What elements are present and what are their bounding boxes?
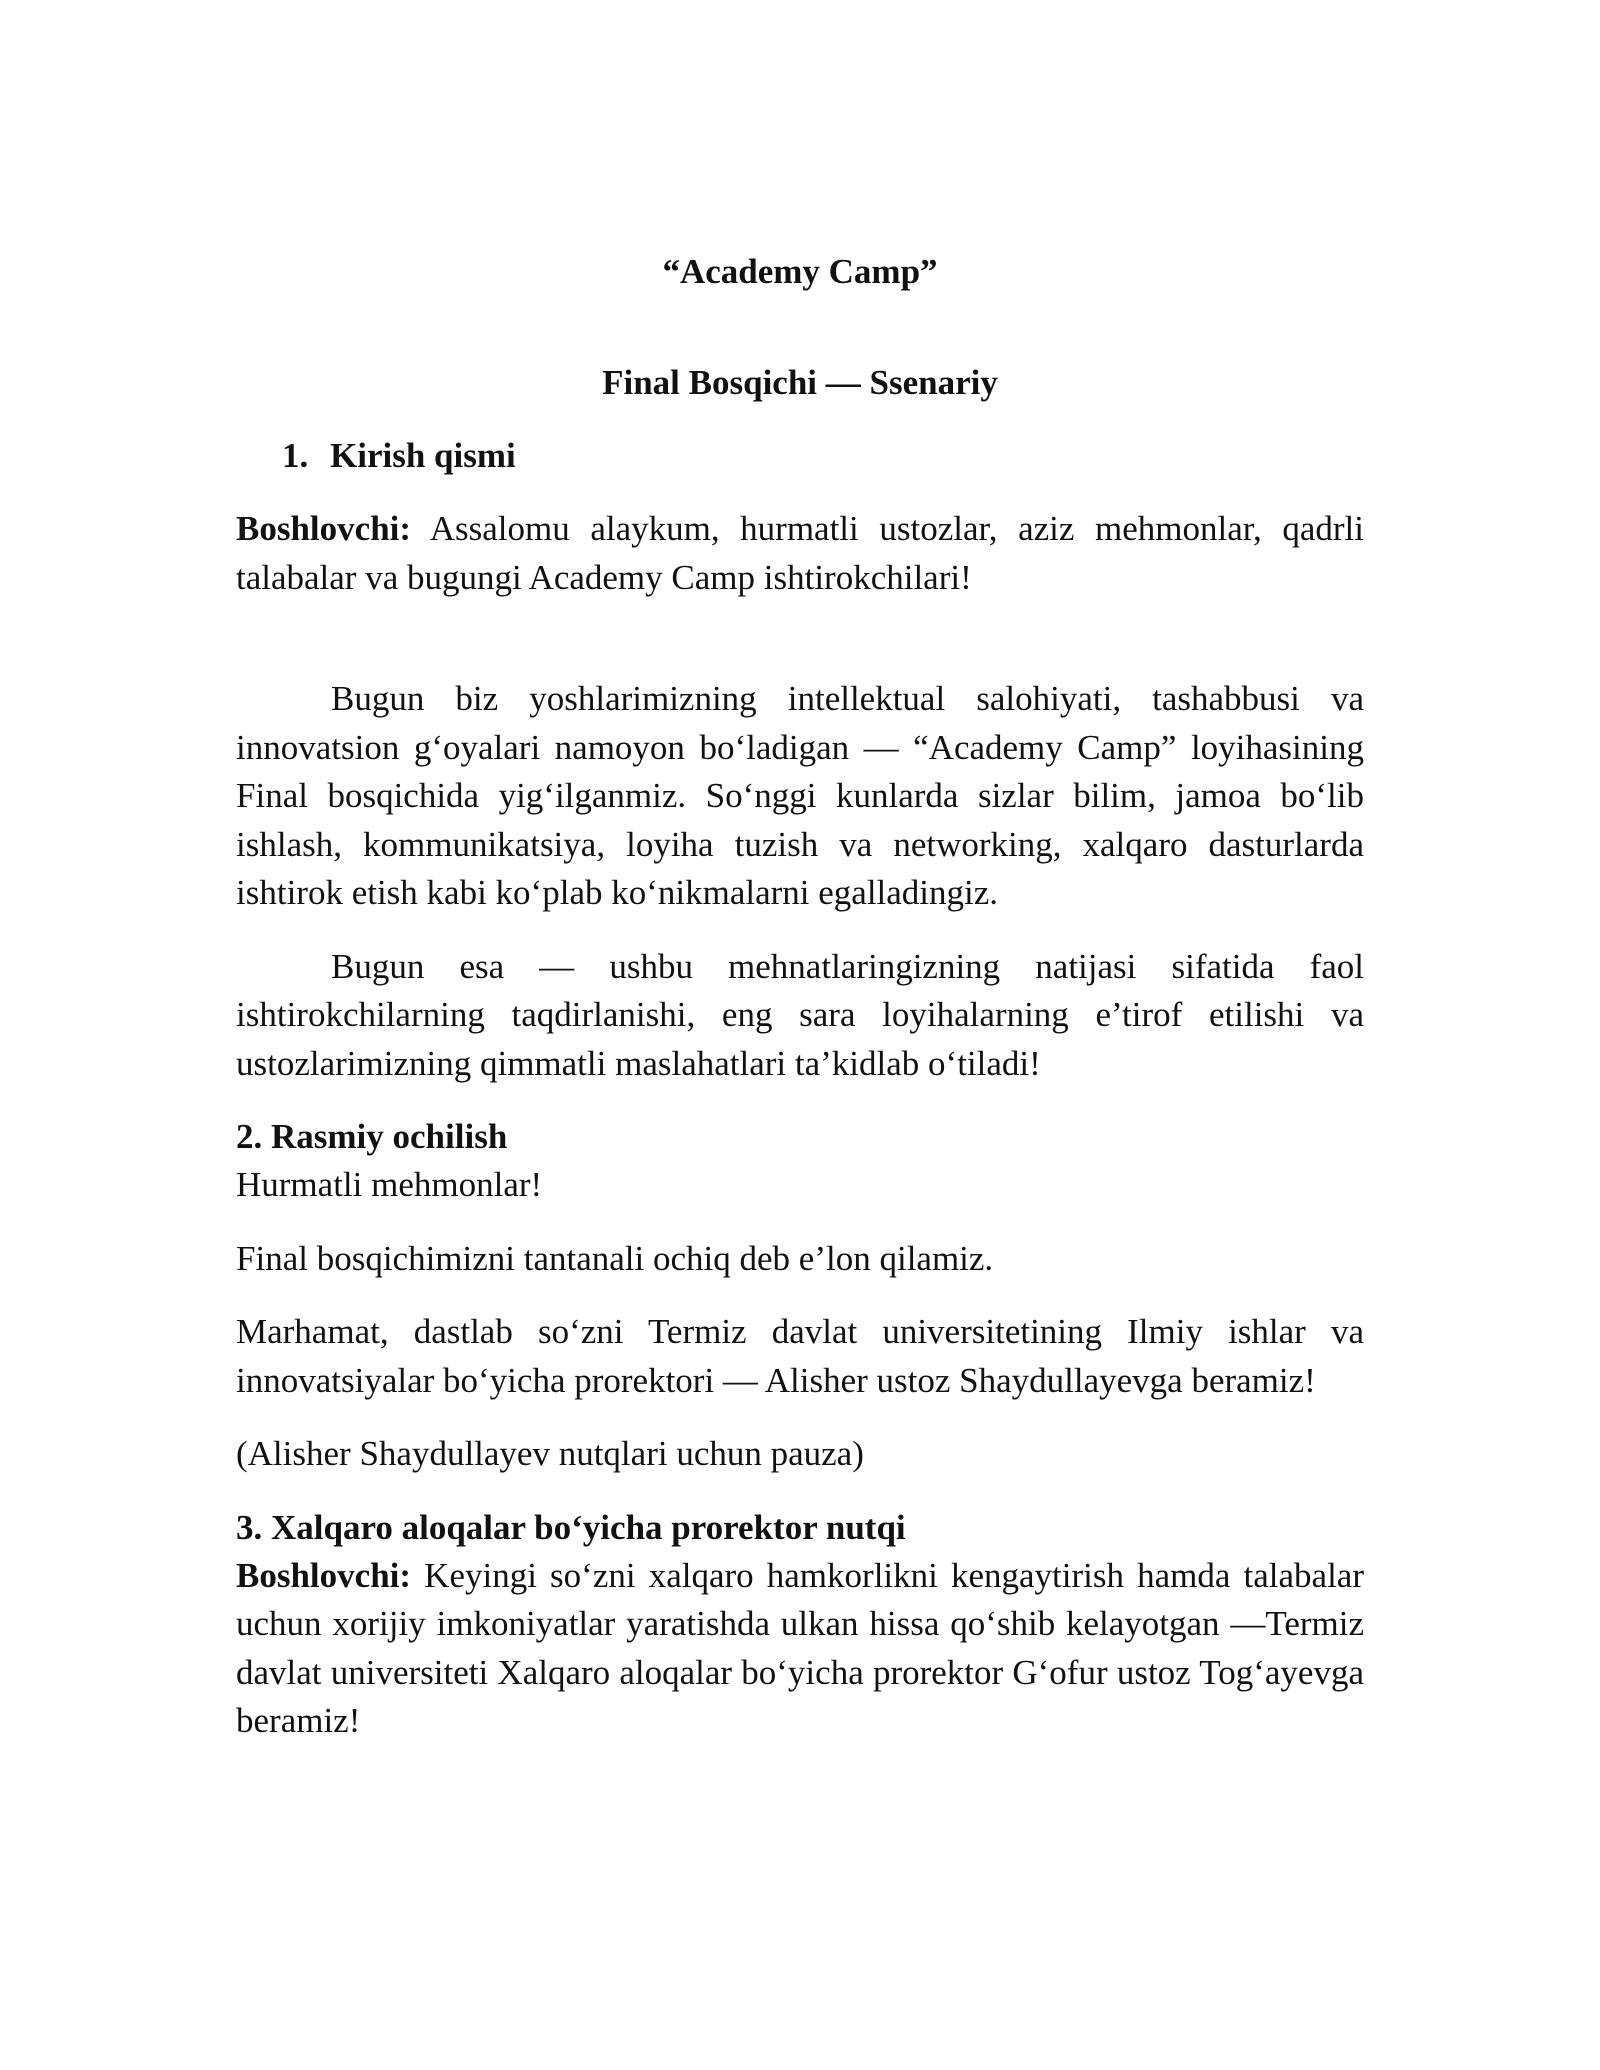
section-3-heading: 3. Xalqaro aloqalar bo‘yicha prorektor nutqi [236, 1507, 906, 1547]
speaker-label: Boshlovchi: [236, 1555, 412, 1595]
section-2-paragraph: Marhamat, dastlab so‘zni Termiz davlat universitetining Ilmiy ishlar va innovatsiyalar bo‘yicha prorektori — Alisher ustoz Shaydullayevga beramiz! [236, 1312, 1364, 1400]
section-2-pause-note: (Alisher Shaydullayev nutqlari uchun pauza) [236, 1434, 864, 1473]
document-subtitle: Final Bosqichi — Ssenariy [602, 363, 998, 402]
document-page [236, 248, 1364, 1746]
section-3-text: Keyingi so‘zni xalqaro hamkorlikni kengaytirish hamda talabalar uchun xorijiy imkoniyatlar yaratishda ulkan hissa qo‘shib kelayotgan —Termiz davlat universiteti Xalqaro aloqalar bo‘yicha prorektor G‘ofur ustoz Tog‘ayevga beramiz! [236, 1555, 1365, 1740]
intro-paragraph-1: Bugun biz yoshlarimizning intellektual salohiyati, tashabbusi va innovatsion g‘oyalari namoyon bo‘ladigan — “Academy Camp” loyihasining Final bosqichida yig‘ilganmiz. So‘nggi kunlarda sizlar bilim, jamoa bo‘lib ishlash, kommunikatsiya, loyiha tuzish va networking, xalqaro dasturlarda ishtirok etish kabi ko‘plab ko‘nikmalarni egalladingiz. [236, 679, 1364, 912]
document-title: “Academy Camp” [662, 252, 938, 291]
intro-paragraph-2: Bugun esa — ushbu mehnatlaringizning natijasi sifatida faol ishtirokchilarning taqdirlanishi, eng sara loyihalarning e’tirof etilishi va ustozlarimizning qimmatli maslahatlari ta’kidlab o‘tiladi! [236, 946, 1364, 1083]
host-greeting [236, 505, 1364, 602]
section-3-paragraph [236, 1552, 1364, 1746]
speaker-label: Boshlovchi: [236, 509, 412, 548]
section-1-number: 1. [282, 436, 309, 475]
greeting-text: Assalomu alaykum, hurmatli ustozlar, aziz mehmonlar, qadrli talabalar va bugungi Academy Camp ishtirokchilari! [236, 509, 1364, 597]
section-1-heading [282, 432, 1364, 480]
section-1-title: Kirish qismi [330, 436, 516, 475]
section-2-line-1: Hurmatli mehmonlar! [236, 1165, 543, 1204]
section-2-line-2: Final bosqichimizni tantanali ochiq deb e’lon qilamiz. [236, 1238, 994, 1278]
section-2-heading: 2. Rasmiy ochilish [236, 1117, 508, 1156]
